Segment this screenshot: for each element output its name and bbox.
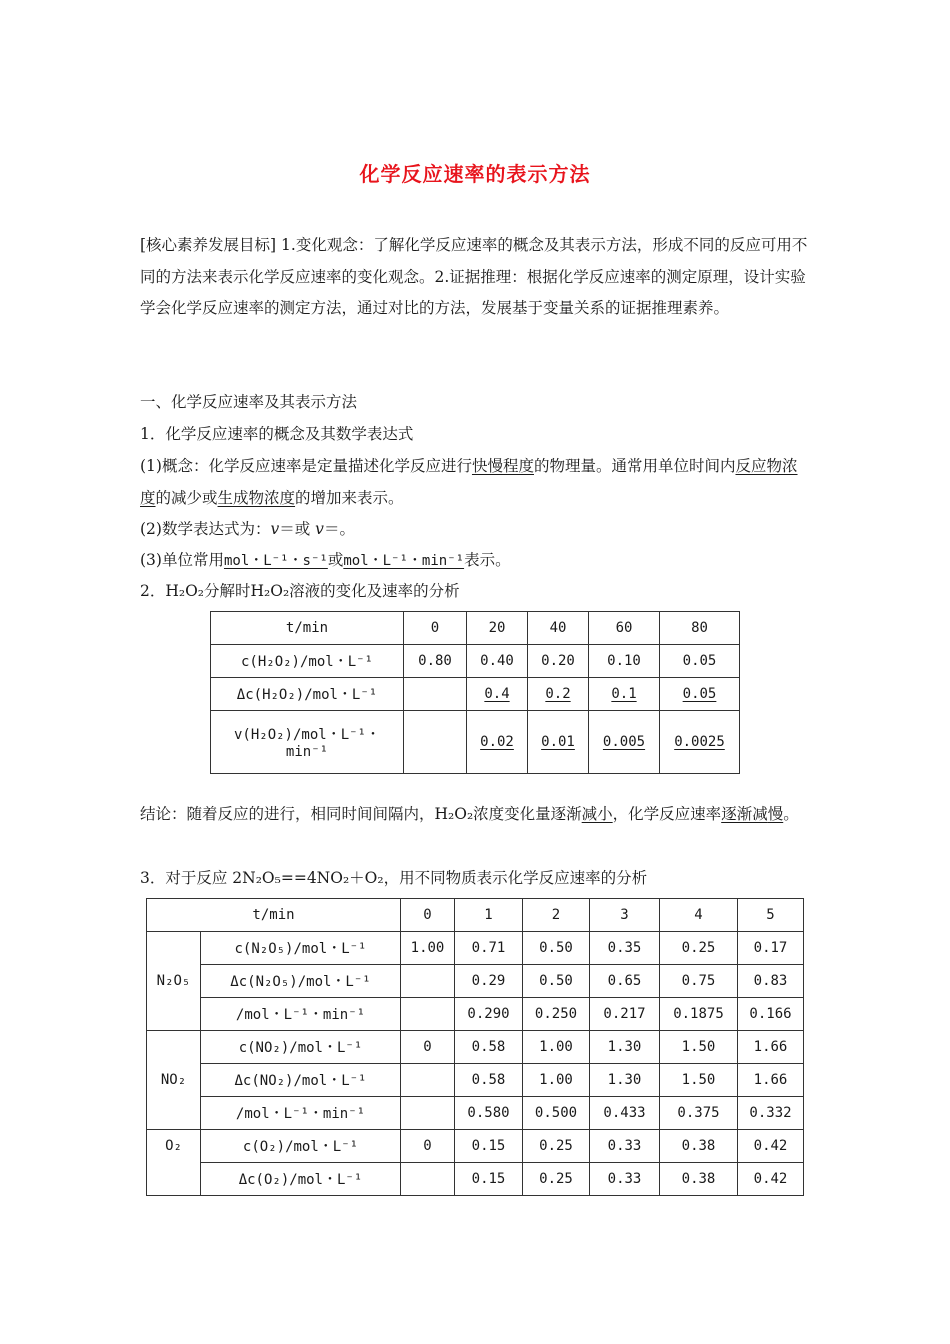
table-cell	[401, 1097, 455, 1130]
table-row	[147, 932, 804, 965]
unit-line	[140, 550, 511, 571]
table-cell: 80	[660, 612, 740, 645]
table-cell: 1.00	[523, 1064, 590, 1097]
table-row	[147, 998, 804, 1031]
table-cell	[401, 1064, 455, 1097]
table-row	[147, 1097, 804, 1130]
table-cell: 1.30	[590, 1064, 660, 1097]
table-cell: 0.217	[590, 998, 660, 1031]
answer-cell: 0.1	[589, 678, 660, 711]
item-2-heading: 2．H₂O₂分解时H₂O₂溶液的变化及速率的分析	[140, 582, 460, 600]
table-header-row	[147, 899, 804, 932]
item-3-heading: 3．对于反应 2N₂O₅==4NO₂＋O₂，用不同物质表示化学反应速率的分析	[140, 869, 648, 887]
expr-var: v	[270, 520, 280, 538]
table-cell: 0.25	[523, 1163, 590, 1196]
table-row	[147, 1130, 804, 1163]
table-cell: 0	[401, 1130, 455, 1163]
species-cell: NO₂	[147, 1031, 201, 1130]
expr-text: ＝或	[279, 520, 316, 538]
conclusion-text: ，化学反应速率	[612, 805, 722, 823]
row-label: c(H₂O₂)/mol・L⁻¹	[211, 645, 404, 678]
row-label: Δc(O₂)/mol・L⁻¹	[201, 1163, 401, 1196]
table-cell: 0.33	[590, 1130, 660, 1163]
table-cell: 20	[467, 612, 528, 645]
table-cell: 0.58	[455, 1064, 523, 1097]
row-label: Δc(NO₂)/mol・L⁻¹	[201, 1064, 401, 1097]
table-cell: 2	[523, 899, 590, 932]
answer-blank: 逐渐减	[721, 805, 768, 823]
expression-line	[140, 519, 355, 539]
conclusion-paragraph	[140, 799, 812, 830]
table-cell: 0.15	[455, 1163, 523, 1196]
answer-blank: mol・L⁻¹・min⁻¹	[343, 553, 465, 569]
table-cell: 40	[528, 612, 589, 645]
table-cell: 1.00	[401, 932, 455, 965]
table-cell: 0	[401, 1031, 455, 1064]
table-cell: 0.1875	[660, 998, 738, 1031]
table-cell: 1.66	[738, 1064, 804, 1097]
table-cell: 5	[738, 899, 804, 932]
table-cell	[404, 711, 467, 774]
table-cell: 0.375	[660, 1097, 738, 1130]
table-cell: 0.50	[523, 932, 590, 965]
h2o2-decomposition-table	[210, 611, 740, 774]
table-cell: 0.83	[738, 965, 804, 998]
answer-blank: 慢	[767, 805, 784, 823]
table-cell: 0.75	[660, 965, 738, 998]
row-label: /mol・L⁻¹・min⁻¹	[201, 998, 401, 1031]
goals-label: [核心素养发展目标]	[140, 236, 277, 254]
page-title: 化学反应速率的表示方法	[359, 162, 591, 186]
concept-text: (1)概念：化学反应速率是定量描述化学反应进行	[140, 457, 472, 475]
answer-blank: 生成物浓度	[217, 489, 296, 507]
row-label: c(N₂O₅)/mol・L⁻¹	[201, 932, 401, 965]
answer-cell: 0.005	[589, 711, 660, 774]
conclusion-text: 结论：随着反应的进行，相同时间间隔内，H₂O₂浓度变化量逐渐	[140, 805, 582, 823]
table-cell: 0.15	[455, 1130, 523, 1163]
answer-cell: 0.4	[467, 678, 528, 711]
table-cell: 4	[660, 899, 738, 932]
table-cell: 0.05	[660, 645, 740, 678]
answer-cell: 0.0025	[660, 711, 740, 774]
concept-text: 的减少或	[155, 489, 218, 507]
table-cell: 0.29	[455, 965, 523, 998]
answer-blank: 反	[735, 457, 752, 475]
table-cell	[401, 965, 455, 998]
answer-cell: 0.02	[467, 711, 528, 774]
table-cell	[401, 1163, 455, 1196]
table-cell: 0.10	[589, 645, 660, 678]
table-cell: 0.500	[523, 1097, 590, 1130]
table-row	[147, 1064, 804, 1097]
table-row	[211, 678, 740, 711]
table-cell: 1	[455, 899, 523, 932]
table-cell: 1.00	[523, 1031, 590, 1064]
table-cell: 0.38	[660, 1130, 738, 1163]
table-row	[147, 965, 804, 998]
species-cell: O₂	[147, 1130, 201, 1196]
table-cell: 0.42	[738, 1130, 804, 1163]
row-label: Δc(N₂O₅)/mol・L⁻¹	[201, 965, 401, 998]
table-cell: 0.580	[455, 1097, 523, 1130]
table-cell: 0.71	[455, 932, 523, 965]
table-row	[211, 711, 740, 774]
expr-text: ＝。	[323, 520, 355, 538]
core-goals-paragraph	[140, 230, 812, 325]
unit-text: 或	[327, 551, 344, 569]
table-cell: t/min	[211, 612, 404, 645]
row-label: Δc(H₂O₂)/mol・L⁻¹	[211, 678, 404, 711]
row-label: v(H₂O₂)/mol・L⁻¹・min⁻¹	[211, 711, 404, 774]
concept-text: 的增加来表示。	[295, 489, 404, 507]
conclusion-text: 。	[783, 805, 799, 823]
species-cell: N₂O₅	[147, 932, 201, 1031]
table-cell: 0.38	[660, 1163, 738, 1196]
table-row	[211, 645, 740, 678]
table-cell	[404, 678, 467, 711]
n2o5-decomposition-table	[146, 898, 804, 1196]
row-label: c(O₂)/mol・L⁻¹	[201, 1130, 401, 1163]
table-cell: 0.40	[467, 645, 528, 678]
table-cell: 0.58	[455, 1031, 523, 1064]
table-cell	[401, 998, 455, 1031]
table-cell: 1.66	[738, 1031, 804, 1064]
table-cell: 0.20	[528, 645, 589, 678]
answer-blank: 快慢程度	[471, 457, 534, 475]
table-cell: t/min	[147, 899, 401, 932]
unit-text: 表示。	[464, 551, 511, 569]
table-cell: 0.80	[404, 645, 467, 678]
table-cell: 0	[401, 899, 455, 932]
table-cell: 0.17	[738, 932, 804, 965]
row-label: c(NO₂)/mol・L⁻¹	[201, 1031, 401, 1064]
table-row	[147, 1031, 804, 1064]
table-row	[147, 1163, 804, 1196]
table-cell: 0.50	[523, 965, 590, 998]
table-cell: 1.50	[660, 1064, 738, 1097]
table-cell: 0.42	[738, 1163, 804, 1196]
table-cell: 0.35	[590, 932, 660, 965]
concept-paragraph	[140, 450, 812, 514]
table-cell: 0.25	[660, 932, 738, 965]
concept-text: 的物理量。通常用单位时间内	[533, 457, 736, 475]
table-cell: 60	[589, 612, 660, 645]
table-cell: 0.433	[590, 1097, 660, 1130]
table-cell: 0.33	[590, 1163, 660, 1196]
unit-text: (3)单位常用	[140, 551, 224, 569]
row-label: /mol・L⁻¹・min⁻¹	[201, 1097, 401, 1130]
table-cell: 0.166	[738, 998, 804, 1031]
expr-text: (2)数学表达式为：	[140, 520, 271, 538]
answer-blank: 应物浓度	[140, 457, 798, 507]
answer-cell: 0.01	[528, 711, 589, 774]
answer-blank: mol・L⁻¹・s⁻¹	[223, 553, 328, 569]
table-cell: 0.25	[523, 1130, 590, 1163]
table-cell: 0.250	[523, 998, 590, 1031]
answer-blank: 减小	[581, 805, 613, 823]
goals-text: 1.变化观念：了解化学反应速率的概念及其表示方法，形成不同的反应可用不同的方法来表示化学反应速率的变化观念。2.证据推理：根据化学反应速率的测定原理，设计实验学会化学反应速率的测定方法，通过对比的方法，发展基于变量关系的证据推理素养。	[140, 236, 808, 317]
table-cell: 0.290	[455, 998, 523, 1031]
answer-cell: 0.2	[528, 678, 589, 711]
table-header-row	[211, 612, 740, 645]
section-heading: 一、化学反应速率及其表示方法	[140, 393, 358, 411]
expr-var: v	[315, 520, 324, 538]
table-cell: 0	[404, 612, 467, 645]
table-cell: 1.30	[590, 1031, 660, 1064]
table-cell: 3	[590, 899, 660, 932]
answer-cell: 0.05	[660, 678, 740, 711]
table-cell: 1.50	[660, 1031, 738, 1064]
table-cell: 0.65	[590, 965, 660, 998]
item-1-heading: 1．化学反应速率的概念及其数学表达式	[140, 425, 414, 443]
table-cell: 0.332	[738, 1097, 804, 1130]
